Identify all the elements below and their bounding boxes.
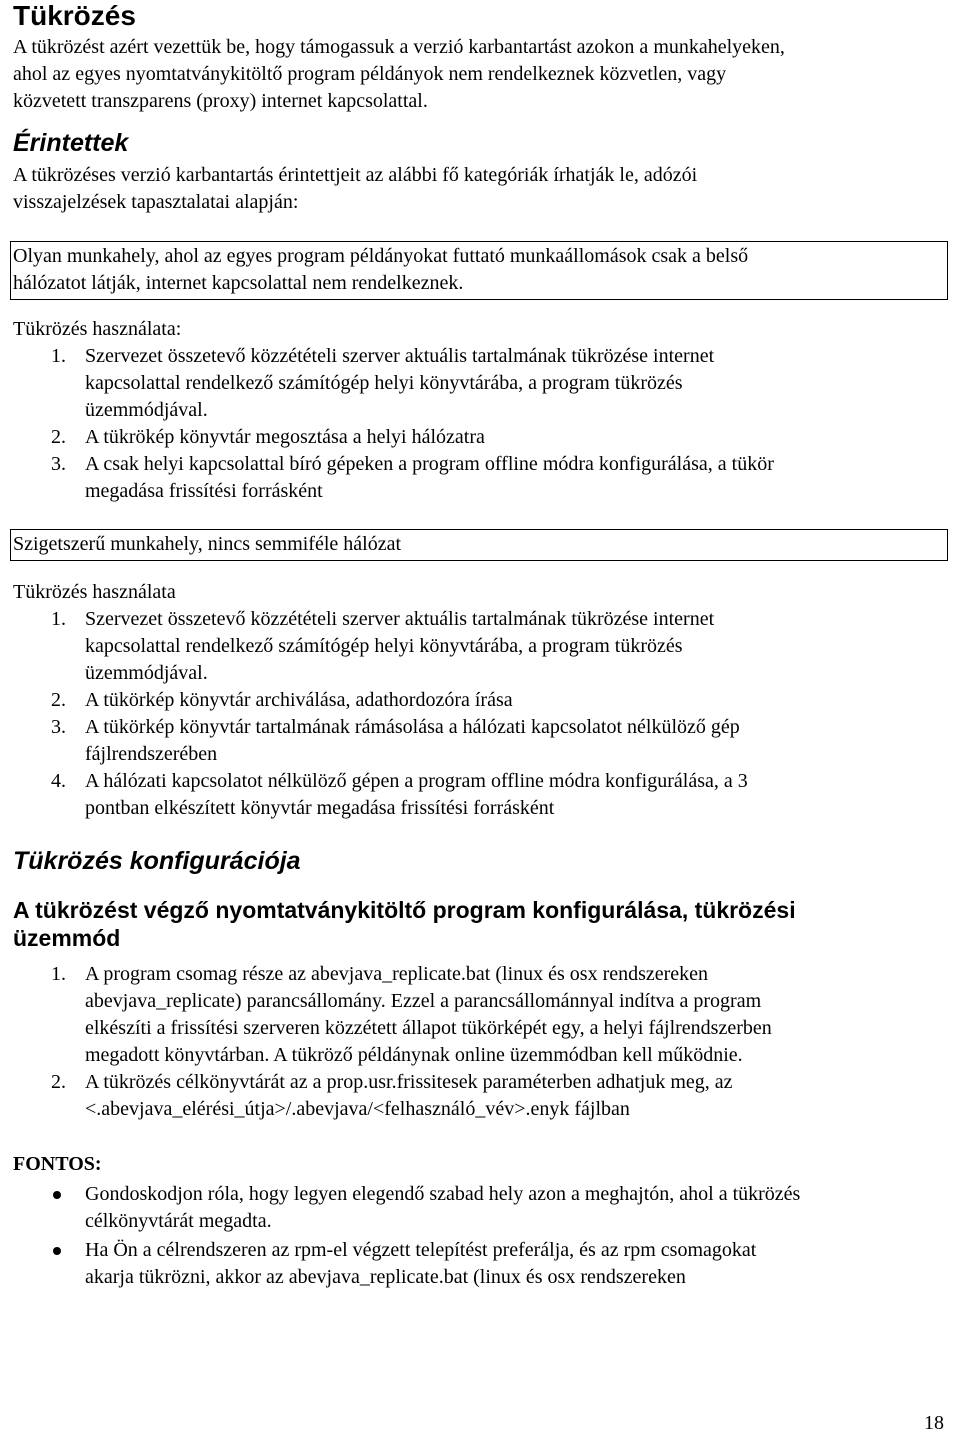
list-item-line: <.abevjava_elérési_útja>/.abevjava/<felhasználó_vév>.enyk fájlban	[85, 1098, 630, 1120]
list-item	[13, 768, 948, 822]
case1-usage-label: Tükrözés használata:	[13, 318, 182, 340]
list-item-line: megadott könyvtárban. A tükröző példánynak online üzemmódban kell működnie.	[85, 1044, 743, 1066]
intro-line: közvetett transzparens (proxy) internet kapcsolattal.	[13, 90, 428, 112]
list-item-line: A tükörkép könyvtár tartalmának rámásolása a hálózati kapcsolatot nélkülöző gép	[85, 716, 740, 738]
list-item	[13, 1069, 948, 1123]
list-item-line: elkészíti a frissítési szerveren közzétett állapot tükörképét egy, a helyi fájlrendszerben	[85, 1017, 772, 1039]
case1-steps	[13, 343, 948, 505]
list-item-line: fájlrendszerében	[85, 743, 218, 765]
list-number: 3.	[51, 716, 66, 738]
bullet-icon	[53, 1191, 61, 1199]
case1-box-line: hálózatot látják, internet kapcsolattal nem rendelkeznek.	[13, 272, 464, 294]
list-item-line: A tükörkép könyvtár archiválása, adathordozóra írása	[85, 689, 513, 711]
list-item-line: A csak helyi kapcsolattal bíró gépeken a program offline módra konfigurálása, a tükör	[85, 453, 774, 475]
list-item-line: megadása frissítési forrásként	[85, 480, 323, 502]
list-item-line: akarja tükrözni, akkor az abevjava_replicate.bat (linux és osx rendszereken	[85, 1266, 686, 1288]
list-number: 3.	[51, 453, 66, 475]
list-item-line: A tükrözés célkönyvtárát az a prop.usr.frissitesek paraméterben adhatjuk meg, az	[85, 1071, 733, 1093]
affected-paragraph	[13, 162, 948, 216]
list-item	[13, 687, 948, 714]
list-item-line: Ha Ön a célrendszeren az rpm-el végzett telepítést preferálja, és az rpm csomagokat	[85, 1239, 757, 1261]
list-item-line: üzemmódjával.	[85, 662, 208, 684]
case2-box	[10, 529, 948, 561]
config-subheading	[13, 896, 948, 952]
list-item-line: célkönyvtárát megadta.	[85, 1210, 272, 1232]
list-item-line: kapcsolattal rendelkező számítógép helyi könyvtárába, a program tükrözés	[85, 372, 683, 394]
list-item-line: A program csomag része az abevjava_replicate.bat (linux és osx rendszereken	[85, 963, 709, 985]
list-item-line: A tükrökép könyvtár megosztása a helyi hálózatra	[85, 426, 485, 448]
case1-box-line: Olyan munkahely, ahol az egyes program példányokat futtató munkaállomások csak a belső	[13, 245, 749, 267]
important-bullets	[13, 1181, 948, 1291]
list-number: 4.	[51, 770, 66, 792]
config-subheading-line: A tükrözést végző nyomtatványkitöltő program konfigurálása, tükrözési	[13, 897, 796, 923]
intro-line: A tükrözést azért vezettük be, hogy támogassuk a verzió karbantartást azokon a munkahelyeken,	[13, 36, 785, 58]
list-item	[13, 343, 948, 424]
list-number: 1.	[51, 963, 66, 985]
config-heading: Tükrözés konfigurációja	[13, 847, 301, 875]
list-item	[13, 714, 948, 768]
case1-box	[10, 241, 948, 300]
list-number: 1.	[51, 345, 66, 367]
intro-paragraph	[13, 34, 948, 115]
affected-heading: Érintettek	[13, 129, 129, 157]
case2-usage-label: Tükrözés használata	[13, 581, 176, 603]
list-number: 2.	[51, 426, 66, 448]
bullet-icon	[53, 1247, 61, 1255]
config-subheading-line: üzemmód	[13, 925, 121, 951]
list-item-line: kapcsolattal rendelkező számítógép helyi könyvtárába, a program tükrözés	[85, 635, 683, 657]
list-item	[13, 451, 948, 505]
list-item-line: pontban elkészített könyvtár megadása frissítési forrásként	[85, 797, 555, 819]
affected-line: A tükrözéses verzió karbantartás érintettjeit az alábbi fő kategóriák írhatják le, adózói	[13, 164, 698, 186]
list-item-line: Gondoskodjon róla, hogy legyen elegendő szabad hely azon a meghajtón, ahol a tükrözés	[85, 1183, 801, 1205]
list-item	[13, 1181, 948, 1235]
list-item	[13, 1237, 948, 1291]
intro-line: ahol az egyes nyomtatványkitöltő program példányok nem rendelkeznek közvetlen, vagy	[13, 63, 727, 85]
document-page	[13, 0, 948, 1291]
list-item-line: Szervezet összetevő közzétételi szerver aktuális tartalmának tükrözése internet	[85, 608, 715, 630]
page-title: Tükrözés	[13, 0, 136, 31]
page-number: 18	[924, 1412, 944, 1434]
list-item	[13, 961, 948, 1069]
list-item-line: A hálózati kapcsolatot nélkülöző gépen a program offline módra konfigurálása, a 3	[85, 770, 748, 792]
list-item	[13, 424, 948, 451]
list-number: 1.	[51, 608, 66, 630]
case2-box-line: Szigetszerű munkahely, nincs semmiféle hálózat	[13, 533, 402, 555]
list-item-line: Szervezet összetevő közzétételi szerver aktuális tartalmának tükrözése internet	[85, 345, 715, 367]
list-item-line: üzemmódjával.	[85, 399, 208, 421]
list-number: 2.	[51, 1071, 66, 1093]
important-label: FONTOS:	[13, 1153, 102, 1175]
config-steps	[13, 961, 948, 1123]
list-item	[13, 606, 948, 687]
affected-line: visszajelzések tapasztalatai alapján:	[13, 191, 299, 213]
list-item-line: abevjava_replicate) parancsállomány. Ezzel a parancsállománnyal indítva a program	[85, 990, 762, 1012]
list-number: 2.	[51, 689, 66, 711]
case2-steps	[13, 606, 948, 822]
